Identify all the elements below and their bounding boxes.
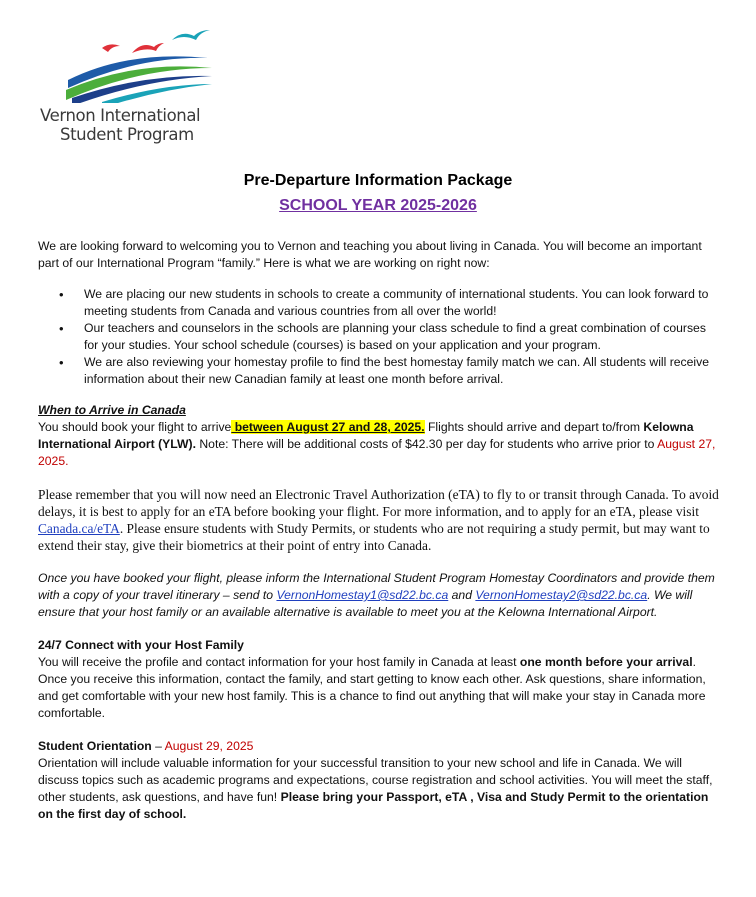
eta-text: . Please ensure students with Study Permits, or students who are not requiring a study permit, but may want to extend their stay, give their biometrics at their point of entry into Canada. bbox=[38, 521, 710, 553]
document-subtitle: SCHOOL YEAR 2025-2026 bbox=[279, 197, 477, 214]
connect-heading: 24/7 Connect with your Host Family bbox=[38, 638, 244, 652]
orientation-date: August 29, 2025 bbox=[164, 739, 254, 753]
logo-line-1: Vernon International bbox=[40, 106, 201, 125]
orientation-emphasis: Please bring your Passport, eTA , Visa and Study Permit to the orientation on the first day of school. bbox=[38, 790, 709, 821]
itinerary-text: . We will ensure that your host family or an available alternative is available to meet you at the Kelowna International Airport. bbox=[38, 588, 693, 619]
arrival-dates-highlight: between August 27 and 28, 2025. bbox=[231, 420, 425, 434]
homestay2-email-link[interactable]: VernonHomestay2@sd22.bc.ca bbox=[475, 588, 648, 602]
connect-emphasis: one month before your arrival bbox=[519, 655, 693, 669]
orientation-paragraph bbox=[38, 755, 722, 823]
arrival-text: Flights should arrive and depart to/from bbox=[424, 420, 644, 434]
itinerary-text: and bbox=[448, 588, 476, 602]
arrival-paragraph bbox=[38, 419, 722, 470]
logo-wordmark bbox=[40, 106, 240, 144]
intro-paragraph: We are looking forward to welcoming you to Vernon and teaching you about living in Canada. You will become an important part of our International Program “family.” Here is what we are working on right now: bbox=[38, 239, 702, 270]
document-body bbox=[38, 238, 722, 823]
connect-text: . Once you receive this information, contact the family, and start getting to know each other. Ask questions, share information, and get comfortable with your new host family. This is a chance to find out anything that will make your stay in Canada more comfortable. bbox=[38, 655, 706, 720]
orientation-text: Orientation will include valuable information for your successful transition to your new school and life in Canada. We will discuss topics such as academic programs and expectations, course registration and school activities. You will meet the staff, other students, ask questions, and have fun! bbox=[38, 756, 713, 804]
birds-and-waves-icon bbox=[62, 18, 212, 103]
eta-paragraph bbox=[38, 486, 722, 554]
arrival-text: You should book your flight to arrive bbox=[38, 420, 232, 434]
airport-name: Kelowna International Airport (YLW). bbox=[38, 420, 694, 451]
document-title: Pre-Departure Information Package bbox=[243, 172, 513, 189]
orientation-heading: Student Orientation bbox=[38, 739, 152, 753]
orientation-heading-line bbox=[38, 738, 722, 755]
connect-text: You will receive the profile and contact information for your host family in Canada at least bbox=[38, 655, 520, 669]
eta-text: Please remember that you will now need an Electronic Travel Authorization (eTA) to fly to or transit through Canada. To avoid delays, it is best to apply for an eTA before booking your flight. For more information, and to apply for an eTA, please visit bbox=[38, 487, 719, 519]
program-logo bbox=[40, 18, 220, 148]
bullet-item: • Our teachers and counselors in the schools are planning your class schedule to find a great combination of courses for your studies. Your school schedule (courses) is based on your application and your program. bbox=[84, 320, 722, 354]
bullet-item: • We are also reviewing your homestay profile to find the best homestay family match we can. All students will receive information about their new Canadian family at least one month before arrival. bbox=[84, 354, 722, 388]
itinerary-paragraph bbox=[38, 570, 722, 621]
orientation-dash: – bbox=[151, 739, 165, 753]
homestay1-email-link[interactable]: VernonHomestay1@sd22.bc.ca bbox=[276, 588, 449, 602]
status-bullet-list bbox=[38, 286, 722, 388]
arrival-text: Note: There will be additional costs of $42.30 per day for students who arrive prior to bbox=[195, 437, 658, 451]
early-arrival-date: August 27, 2025. bbox=[38, 437, 716, 468]
bullet-item: • We are placing our new students in schools to create a community of international students. You can look forward to meeting students from Canada and various countries from all over the world! bbox=[84, 286, 722, 320]
arrival-heading: When to Arrive in Canada bbox=[38, 403, 186, 417]
connect-paragraph bbox=[38, 654, 722, 722]
logo-line-2: Student Program bbox=[60, 125, 194, 144]
eta-link[interactable]: Canada.ca/eTA bbox=[38, 521, 120, 536]
itinerary-text: Once you have booked your flight, please inform the International Student Program Homestay Coordinators and provide them with a copy of your travel itinerary – send to bbox=[38, 571, 715, 602]
